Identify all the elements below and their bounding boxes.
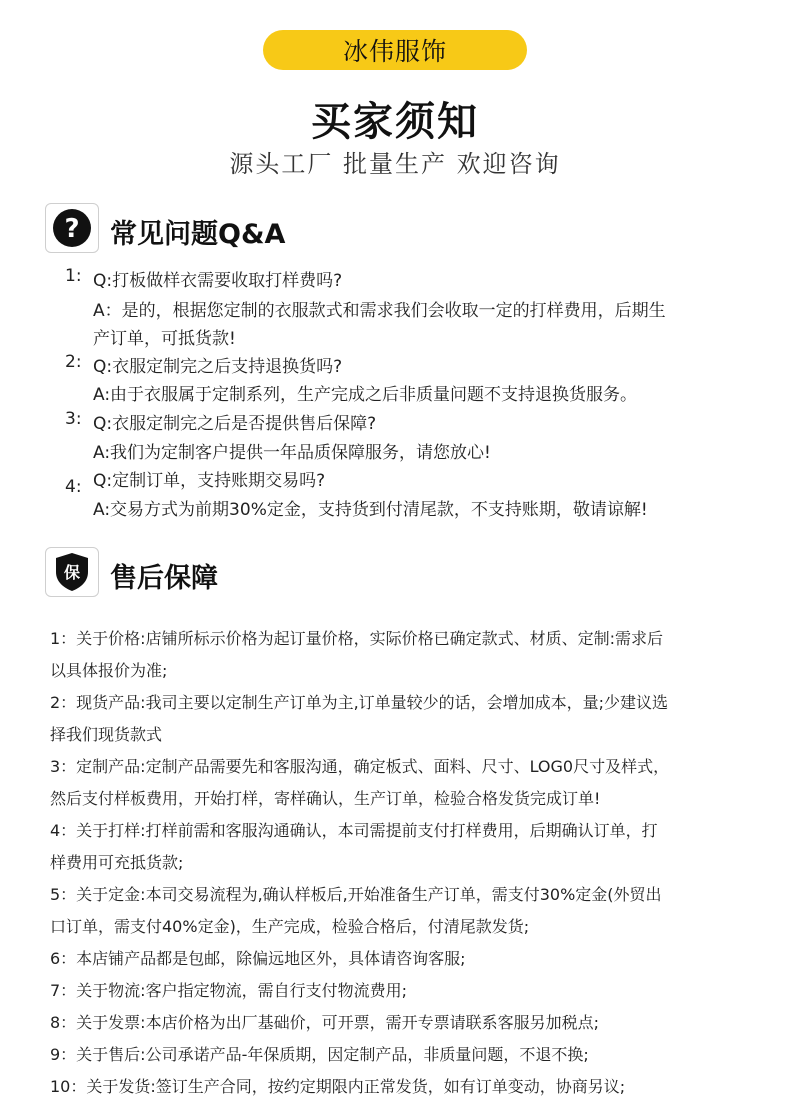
aftersale-line: 择我们现货款式 xyxy=(50,725,163,744)
aftersale-line: 6：本店铺产品都是包邮，除偏远地区外，具体请咨询客服; xyxy=(50,949,466,968)
qa-answer-line: A:交易方式为前期30%定金，支持货到付清尾款，不支持账期，敬请谅解! xyxy=(93,500,648,520)
brand-badge xyxy=(263,30,527,70)
page-title: 买家须知 xyxy=(311,99,479,145)
aftersale-section-title: 售后保障 xyxy=(110,563,218,594)
qa-answer-line: A：是的，根据您定制的衣服款式和需求我们会收取一定的打样费用，后期生 xyxy=(93,301,666,321)
aftersale-line: 7：关于物流:客户指定物流，需自行支付物流费用; xyxy=(50,981,407,1000)
shield-bao-icon xyxy=(45,547,99,597)
qa-section-title: 常见问题Q&A xyxy=(110,219,286,250)
aftersale-line: 1：关于价格:店铺所标示价格为起订量价格，实际价格已确定款式、材质、定制:需求后 xyxy=(50,629,663,648)
question-icon xyxy=(45,203,99,253)
page-subtitle: 源头工厂 批量生产 欢迎咨询 xyxy=(229,150,561,178)
aftersale-line: 4：关于打样:打样前需和客服沟通确认，本司需提前支付打样费用，后期确认订单，打 xyxy=(50,821,658,840)
aftersale-line: 9：关于售后:公司承诺产品-年保质期，因定制产品，非质量问题，不退不换; xyxy=(50,1045,589,1064)
svg-text:保: 保 xyxy=(63,563,81,582)
qa-item-number: 1: xyxy=(65,266,82,286)
aftersale-line: 以具体报价为准; xyxy=(50,661,168,680)
qa-answer-line: 产订单，可抵货款! xyxy=(93,329,236,349)
qa-answer-line: A:由于衣服属于定制系列，生产完成之后非质量问题不支持退换货服务。 xyxy=(93,385,638,405)
qa-question: Q:衣服定制完之后支持退换货吗? xyxy=(93,357,343,377)
qa-item-number: 4: xyxy=(65,477,82,497)
qa-item-number: 2: xyxy=(65,352,82,372)
brand-name: 冰伟服饰 xyxy=(342,37,447,66)
aftersale-line: 3：定制产品:定制产品需要先和客服沟通，确定板式、面料、尺寸、LOG0尺寸及样式， xyxy=(50,757,670,776)
aftersale-line: 2：现货产品:我司主要以定制生产订单为主,订单量较少的话，会增加成本，量;少建议选 xyxy=(50,693,669,712)
aftersale-line: 然后支付样板费用，开始打样，寄样确认，生产订单，检验合格发货完成订单! xyxy=(50,789,601,808)
qa-answer-line: A:我们为定制客户提供一年品质保障服务，请您放心! xyxy=(93,443,491,463)
qa-question: Q:定制订单，支持账期交易吗? xyxy=(93,471,326,491)
qa-item-number: 3: xyxy=(65,409,82,429)
qa-question: Q:衣服定制完之后是否提供售后保障? xyxy=(93,414,377,434)
aftersale-line: 口订单，需支付40%定金)，生产完成，检验合格后，付清尾款发货; xyxy=(50,917,530,936)
qa-question: Q:打板做样衣需要收取打样费吗? xyxy=(93,271,343,291)
aftersale-line: 8：关于发票:本店价格为出厂基础价，可开票，需开专票请联系客服另加税点; xyxy=(50,1013,599,1032)
aftersale-line: 10：关于发货:签订生产合同，按约定期限内正常发货，如有订单变动，协商另议; xyxy=(50,1077,626,1096)
aftersale-line: 5：关于定金:本司交易流程为,确认样板后,开始准备生产订单，需支付30%定金(外贸出 xyxy=(50,885,662,904)
aftersale-line: 样费用可充抵货款; xyxy=(50,853,184,872)
svg-text:?: ? xyxy=(64,214,80,244)
